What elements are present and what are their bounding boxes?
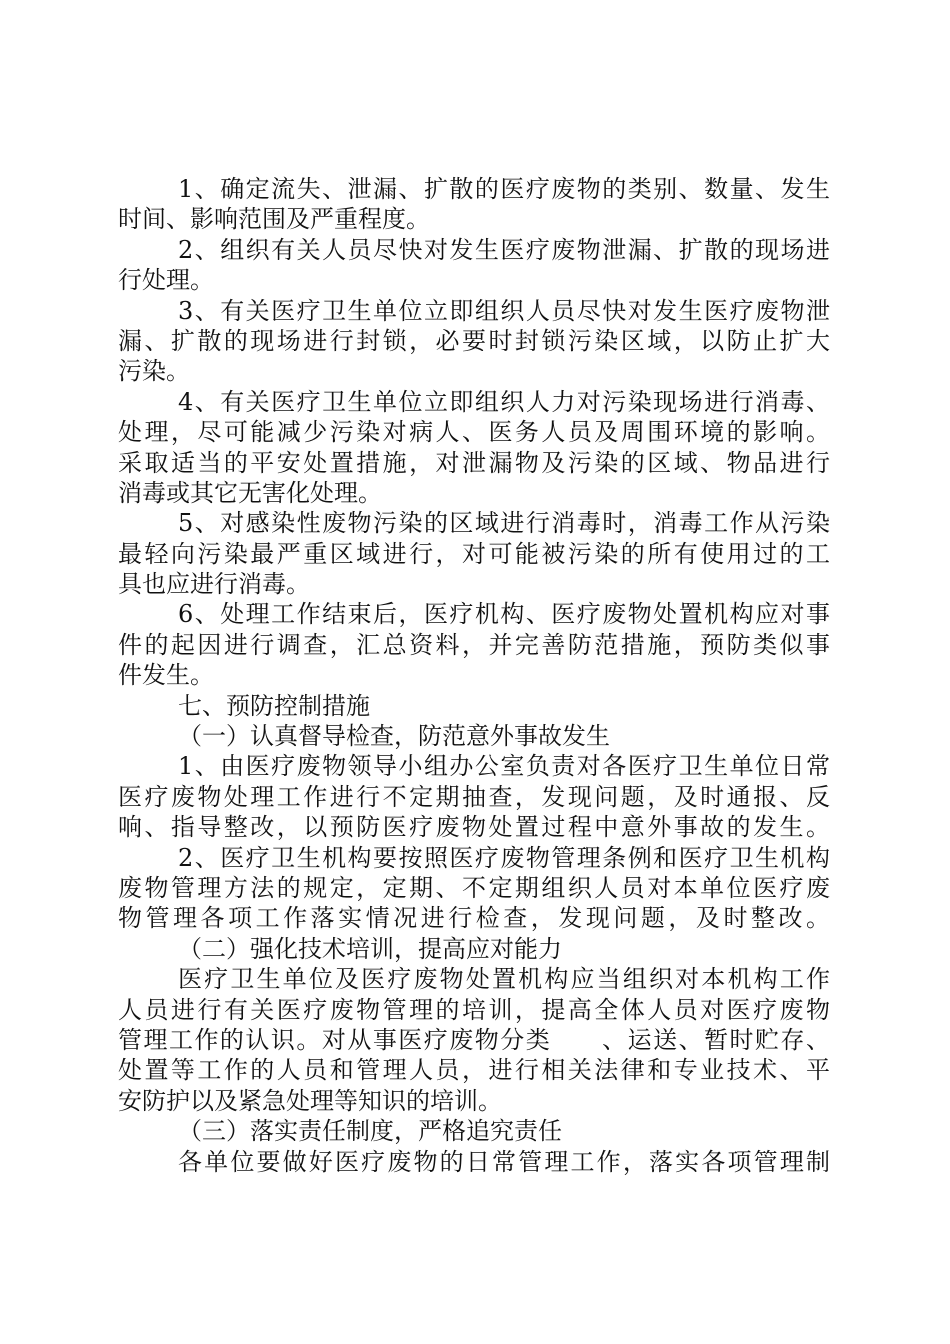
text-line: （二）强化技术培训，提高应对能力 — [178, 934, 562, 963]
text-line: 2、医疗卫生机构要按照医疗废物管理条例和医疗卫生机构 — [178, 843, 830, 872]
text-line: 医疗卫生单位及医疗废物处置机构应当组织对本机构工作 — [178, 965, 830, 994]
text-line: 具也应进行消毒。 — [118, 570, 310, 599]
text-line: 七、预防控制措施 — [178, 691, 370, 720]
text-line: 2、组织有关人员尽快对发生医疗废物泄漏、扩散的现场进 — [178, 235, 830, 264]
text-line: 行处理。 — [118, 266, 214, 295]
text-line: 污染。 — [118, 357, 190, 386]
text-line: 各单位要做好医疗废物的日常管理工作，落实各项管理制 — [178, 1147, 830, 1176]
text-line: 采取适当的平安处置措施，对泄漏物及污染的区域、物品进行 — [118, 448, 830, 477]
text-line: 安防护以及紧急处理等知识的培训。 — [118, 1086, 502, 1115]
text-line: 物管理各项工作落实情况进行检查，发现问题，及时整改。 — [118, 904, 830, 933]
text-line: 漏、扩散的现场进行封锁，必要时封锁污染区域，以防止扩大 — [118, 326, 830, 355]
text-line: 1、确定流失、泄漏、扩散的医疗废物的类别、数量、发生 — [178, 175, 830, 203]
text-line: 最轻向污染最严重区域进行，对可能被污染的所有使用过的工 — [118, 539, 830, 568]
text-line: 处理，尽可能减少污染对病人、医务人员及周围环境的影响。 — [118, 418, 830, 447]
text-line: 5、对感染性废物污染的区域进行消毒时，消毒工作从污染 — [178, 509, 830, 538]
text-line: 1、由医疗废物领导小组办公室负责对各医疗卫生单位日常 — [178, 752, 830, 781]
text-line: 消毒或其它无害化处理。 — [118, 478, 382, 507]
text-line: 处置等工作的人员和管理人员，进行相关法律和专业技术、平 — [118, 1056, 830, 1085]
text-line: 4、有关医疗卫生单位立即组织人力对污染现场进行消毒、 — [178, 387, 830, 416]
text-line: 废物管理方法的规定，定期、不定期组织人员对本单位医疗废 — [118, 873, 830, 902]
text-line: 时间、影响范围及严重程度。 — [118, 205, 430, 234]
text-line: 3、有关医疗卫生单位立即组织人员尽快对发生医疗废物泄 — [178, 296, 830, 325]
text-line: 医疗废物处理工作进行不定期抽查，发现问题，及时通报、反 — [118, 782, 830, 811]
document-body — [118, 174, 830, 1177]
text-line: （一）认真督导检查，防范意外事故发生 — [178, 722, 610, 751]
text-line: 件发生。 — [118, 661, 214, 690]
text-line: 6、处理工作结束后，医疗机构、医疗废物处置机构应对事 — [178, 600, 830, 629]
text-line: （三）落实责任制度，严格追究责任 — [178, 1117, 562, 1146]
text-line: 人员进行有关医疗废物管理的培训，提高全体人员对医疗废物 — [118, 995, 830, 1024]
text-line: 件的起因进行调查，汇总资料，并完善防范措施，预防类似事 — [118, 630, 830, 659]
text-line: 管理工作的认识。对从事医疗废物分类 、运送、暂时贮存、 — [118, 1025, 830, 1054]
text-line: 响、指导整改，以预防医疗废物处置过程中意外事故的发生。 — [118, 813, 830, 842]
